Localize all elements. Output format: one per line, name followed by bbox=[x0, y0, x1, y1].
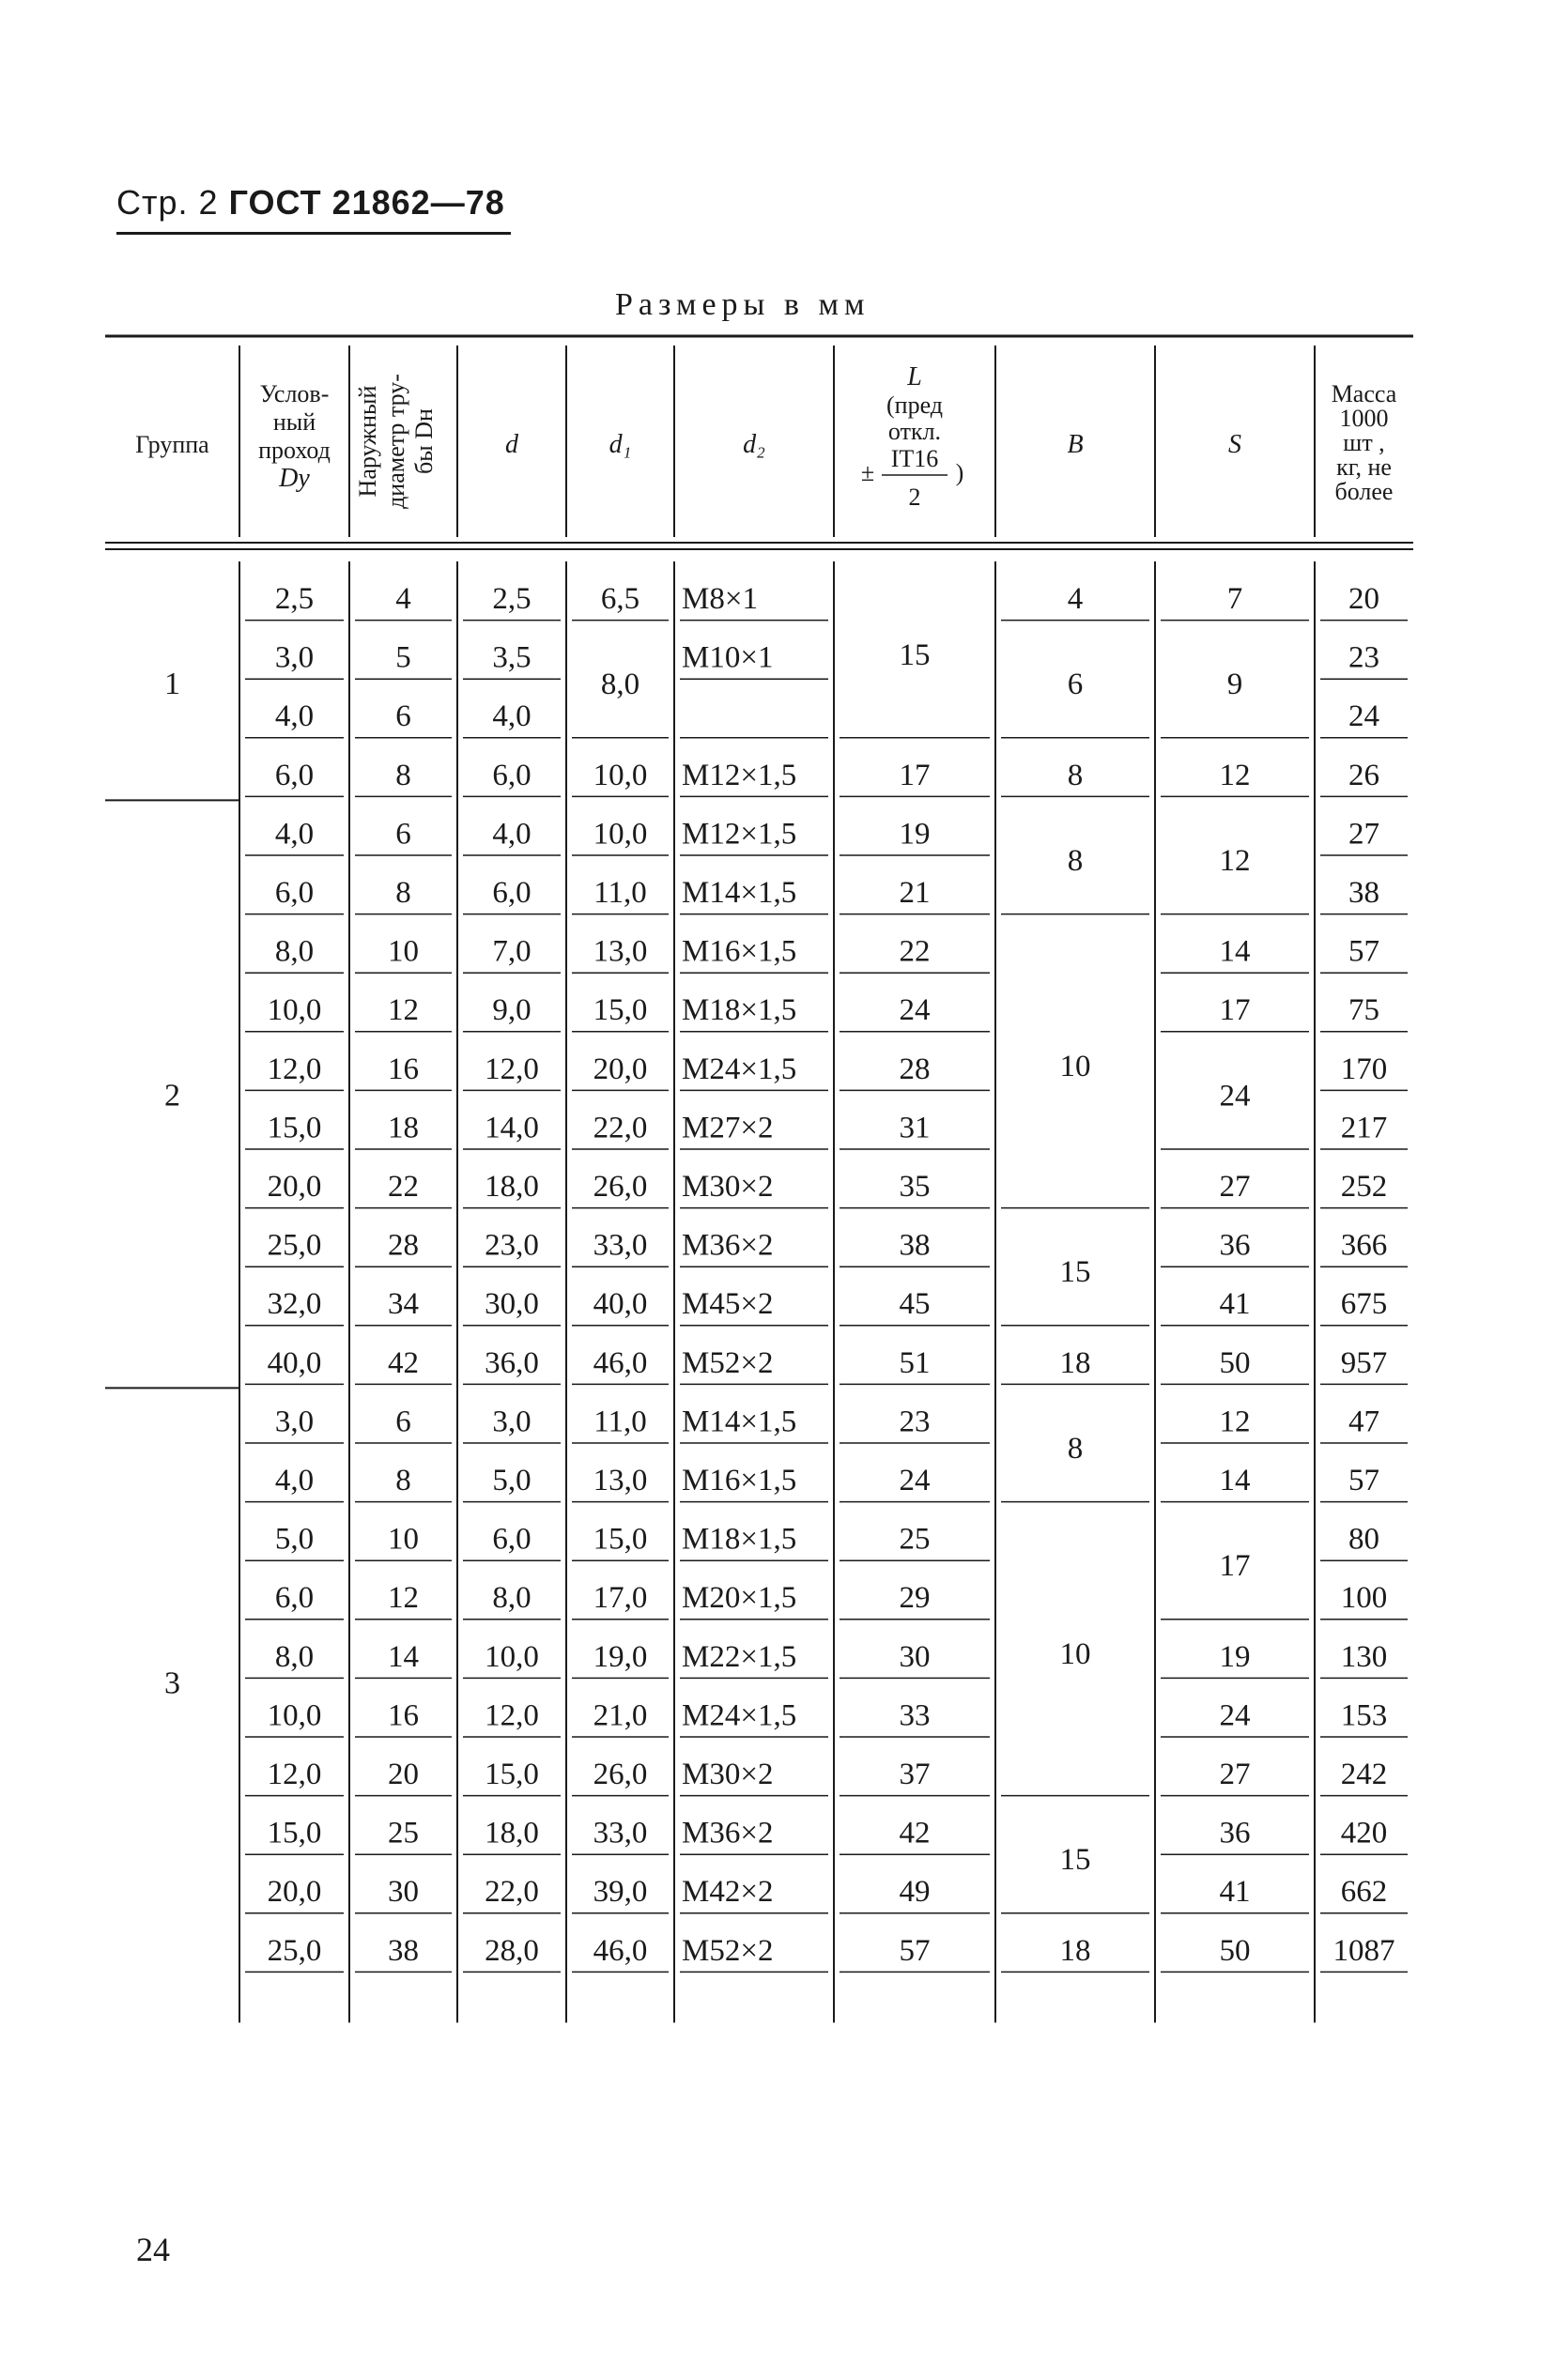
table-cell-mass: 75 bbox=[1348, 993, 1379, 1028]
table-cell-dy: 32,0 bbox=[267, 1287, 322, 1322]
table-cell-S: 50 bbox=[1219, 1933, 1251, 1968]
table-cell-d: 30,0 bbox=[485, 1287, 539, 1322]
table-cell-dn: 28 bbox=[388, 1228, 419, 1263]
table-cell-d1: 39,0 bbox=[593, 1875, 648, 1910]
table-cell-d: 3,0 bbox=[492, 1405, 532, 1439]
table-cell-d2: М52×2 bbox=[682, 1933, 774, 1968]
table-cell-S: 41 bbox=[1219, 1287, 1251, 1322]
table-cell-d1: 40,0 bbox=[593, 1287, 648, 1322]
table-cell-dy: 40,0 bbox=[267, 1345, 322, 1380]
column-header-group: Группа bbox=[135, 431, 209, 458]
table-cell-d2: М27×2 bbox=[682, 1111, 774, 1145]
table-cell-mass: 217 bbox=[1340, 1111, 1388, 1145]
column-header-dn-line: бы Dн bbox=[410, 408, 438, 474]
table-cell-d2: М45×2 bbox=[682, 1287, 774, 1322]
table-cell-mass: 130 bbox=[1340, 1639, 1388, 1674]
table-cell-L: 37 bbox=[899, 1758, 931, 1791]
column-header-mass-line: кг, не bbox=[1336, 453, 1392, 481]
table-cell-mass: 170 bbox=[1340, 1052, 1388, 1086]
table-cell-mass: 47 bbox=[1348, 1405, 1379, 1439]
table-cell-dn: 38 bbox=[388, 1933, 419, 1968]
table-cell-d2: М36×2 bbox=[682, 1228, 774, 1263]
table-cell-d: 3,5 bbox=[492, 640, 532, 675]
table-cell-mass: 23 bbox=[1348, 640, 1379, 675]
table-cell-dy: 8,0 bbox=[274, 1639, 315, 1674]
table-cell-d: 2,5 bbox=[492, 582, 532, 616]
table-cell-S: 12 bbox=[1219, 1405, 1251, 1439]
column-header-L-plusminus: ± bbox=[860, 459, 875, 486]
page-header-prefix: Стр. 2 bbox=[116, 183, 219, 222]
table-cell-d1: 17,0 bbox=[593, 1581, 648, 1616]
table-cell-d2: М42×2 bbox=[682, 1875, 774, 1910]
table-cell-mass: 957 bbox=[1340, 1345, 1388, 1380]
table-cell-dy: 4,0 bbox=[274, 699, 315, 734]
table-cell-B: 15 bbox=[1059, 1255, 1091, 1290]
table-cell-d: 14,0 bbox=[485, 1111, 539, 1145]
table-cell-dy: 12,0 bbox=[267, 1052, 322, 1086]
column-header-mass-line: 1000 bbox=[1339, 405, 1389, 432]
table-cell-L: 51 bbox=[899, 1345, 931, 1380]
table-cell-L: 24 bbox=[899, 993, 931, 1028]
table-cell-d2: М30×2 bbox=[682, 1170, 774, 1204]
table-cell-B: 4 bbox=[1067, 582, 1084, 616]
table-cell-L: 15 bbox=[899, 637, 931, 672]
table-cell-dy: 10,0 bbox=[267, 1698, 322, 1733]
table-cell-dn: 34 bbox=[388, 1287, 419, 1322]
table-cell-B: 10 bbox=[1059, 1050, 1091, 1084]
table-cell-dy: 3,0 bbox=[274, 640, 315, 675]
table-cell-dn: 18 bbox=[388, 1111, 419, 1145]
table-cell-d: 28,0 bbox=[485, 1933, 539, 1968]
table-cell-d: 15,0 bbox=[485, 1758, 539, 1791]
table-cell-S: 27 bbox=[1219, 1758, 1251, 1791]
table-cell-S: 12 bbox=[1219, 758, 1251, 792]
table-cell-mass: 366 bbox=[1340, 1228, 1388, 1263]
table-cell-d1: 10,0 bbox=[593, 758, 648, 792]
column-header-L-line: (пред bbox=[886, 392, 943, 419]
table-cell-S: 24 bbox=[1219, 1698, 1251, 1733]
table-cell-B: 18 bbox=[1059, 1345, 1091, 1380]
table-cell-d1: 11,0 bbox=[593, 876, 647, 910]
table-cell-d: 18,0 bbox=[485, 1170, 539, 1204]
table-cell-mass: 24 bbox=[1348, 699, 1379, 734]
table-cell-mass: 1087 bbox=[1333, 1933, 1395, 1968]
table-cell-mass: 26 bbox=[1348, 758, 1379, 792]
table-cell-S: 17 bbox=[1219, 993, 1251, 1028]
table-cell-dn: 30 bbox=[388, 1875, 419, 1910]
table-cell-d: 8,0 bbox=[492, 1581, 532, 1616]
table-cell-d2: М36×2 bbox=[682, 1816, 774, 1850]
table-cell-d2: М20×1,5 bbox=[682, 1581, 797, 1616]
table-cell-mass: 20 bbox=[1348, 582, 1379, 616]
table-cell-dy: 25,0 bbox=[267, 1933, 322, 1968]
table-cell-d2: М24×1,5 bbox=[682, 1698, 797, 1733]
table-cell-B: 8 bbox=[1067, 1432, 1084, 1466]
table-cell-dy: 5,0 bbox=[274, 1522, 315, 1557]
table-cell-dn: 4 bbox=[395, 582, 411, 616]
table-cell-dn: 12 bbox=[388, 993, 419, 1028]
table-cell-dy: 20,0 bbox=[267, 1875, 322, 1910]
table-cell-L: 38 bbox=[899, 1228, 931, 1263]
table-cell-dn: 8 bbox=[395, 1464, 411, 1497]
table-cell-d: 12,0 bbox=[485, 1052, 539, 1086]
column-header-d: d bbox=[505, 430, 518, 459]
column-header-d1: d₁ bbox=[609, 430, 632, 459]
column-header-dy-line: проход bbox=[258, 437, 331, 464]
table-cell-dy: 12,0 bbox=[267, 1758, 322, 1791]
table-cell-B: 8 bbox=[1067, 758, 1084, 792]
table-cell-L: 33 bbox=[899, 1698, 931, 1733]
table-cell-dy: 8,0 bbox=[274, 934, 315, 969]
table-cell-dn: 22 bbox=[388, 1170, 419, 1204]
table-cell-d1: 22,0 bbox=[593, 1111, 648, 1145]
table-cell-dn: 16 bbox=[388, 1698, 419, 1733]
table-cell-d: 10,0 bbox=[485, 1639, 539, 1674]
table-cell-S: 50 bbox=[1219, 1345, 1251, 1380]
table-cell-dy: 15,0 bbox=[267, 1816, 322, 1850]
table-cell-d: 23,0 bbox=[485, 1228, 539, 1263]
standard-title: ГОСТ 21862—78 bbox=[228, 183, 505, 222]
table-cell-d1: 19,0 bbox=[593, 1639, 648, 1674]
table-cell-d2: М10×1 bbox=[682, 640, 774, 675]
table-cell-d1: 15,0 bbox=[593, 1522, 648, 1557]
column-header-dy-line: ный bbox=[272, 408, 316, 436]
table-cell-dn: 6 bbox=[395, 817, 411, 852]
table-cell-d1: 33,0 bbox=[593, 1816, 648, 1850]
table-cell-d1: 33,0 bbox=[593, 1228, 648, 1263]
table-cell-S: 14 bbox=[1219, 934, 1251, 969]
table-cell-d1: 13,0 bbox=[593, 934, 648, 969]
table-cell-dn: 16 bbox=[388, 1052, 419, 1086]
table-cell-L: 42 bbox=[899, 1816, 931, 1850]
table-cell-dy: 2,5 bbox=[274, 582, 315, 616]
table-cell-S: 36 bbox=[1219, 1228, 1251, 1263]
table-cell-dn: 8 bbox=[395, 876, 411, 910]
table-cell-L: 35 bbox=[899, 1170, 931, 1204]
column-header-mass-line: Масса bbox=[1331, 380, 1397, 407]
table-cell-dn: 14 bbox=[388, 1639, 419, 1674]
column-header-dy-symbol: Dу bbox=[279, 464, 310, 493]
column-header-dn-line: Наружный bbox=[354, 385, 381, 498]
table-cell-d2: М18×1,5 bbox=[682, 993, 797, 1028]
column-header-L-symbol: L bbox=[907, 362, 922, 392]
table-cell-d: 7,0 bbox=[492, 934, 532, 969]
table-cell-dn: 10 bbox=[388, 934, 419, 969]
group-label: 2 bbox=[164, 1078, 180, 1113]
table-cell-dn: 42 bbox=[388, 1345, 419, 1380]
table-cell-mass: 57 bbox=[1348, 934, 1379, 969]
table-cell-mass: 153 bbox=[1340, 1698, 1388, 1733]
table-cell-dy: 20,0 bbox=[267, 1170, 322, 1204]
table-cell-mass: 38 bbox=[1348, 876, 1379, 910]
table-cell-S: 41 bbox=[1219, 1875, 1251, 1910]
table-cell-dn: 5 bbox=[395, 640, 411, 675]
table-cell-d2: М12×1,5 bbox=[682, 758, 797, 792]
table-cell-d1: 10,0 bbox=[593, 817, 648, 852]
column-header-mass-line: более bbox=[1334, 478, 1394, 505]
table-cell-d: 4,0 bbox=[492, 699, 532, 734]
table-cell-d2: М14×1,5 bbox=[682, 1405, 797, 1439]
table-cell-S: 24 bbox=[1219, 1079, 1251, 1113]
table-cell-S: 7 bbox=[1226, 582, 1243, 616]
column-header-L-denominator: 2 bbox=[908, 484, 921, 511]
table-cell-dy: 25,0 bbox=[267, 1228, 322, 1263]
table-cell-d2: М14×1,5 bbox=[682, 876, 797, 910]
table-cell-dn: 6 bbox=[395, 699, 411, 734]
table-cell-L: 29 bbox=[899, 1581, 931, 1616]
table-cell-mass: 252 bbox=[1340, 1170, 1388, 1204]
group-label: 1 bbox=[164, 667, 180, 702]
table-cell-d1: 21,0 bbox=[593, 1698, 648, 1733]
table-cell-d1: 46,0 bbox=[593, 1933, 648, 1968]
table-cell-d1: 26,0 bbox=[593, 1170, 648, 1204]
table-cell-S: 17 bbox=[1219, 1549, 1251, 1584]
column-header-S: S bbox=[1228, 430, 1241, 459]
column-header-L-paren: ) bbox=[955, 459, 964, 486]
table-cell-dy: 4,0 bbox=[274, 1464, 315, 1497]
table-cell-L: 21 bbox=[899, 876, 931, 910]
column-header-d2: d₂ bbox=[743, 430, 765, 459]
table-cell-d2: М16×1,5 bbox=[682, 1464, 797, 1497]
table-cell-dy: 6,0 bbox=[274, 876, 315, 910]
table-cell-L: 49 bbox=[899, 1875, 931, 1910]
table-cell-L: 19 bbox=[899, 817, 931, 852]
table-cell-d: 9,0 bbox=[492, 993, 532, 1028]
table-cell-dy: 4,0 bbox=[274, 817, 315, 852]
table-cell-d2: М16×1,5 bbox=[682, 934, 797, 969]
table-cell-mass: 420 bbox=[1340, 1816, 1388, 1850]
table-cell-dy: 15,0 bbox=[267, 1111, 322, 1145]
column-header-dy-line: Услов- bbox=[259, 380, 330, 407]
table-cell-dn: 20 bbox=[388, 1758, 419, 1791]
table-cell-d2: М12×1,5 bbox=[682, 817, 797, 852]
table-cell-d: 36,0 bbox=[485, 1345, 539, 1380]
column-header-L-numerator: IT16 bbox=[890, 445, 939, 472]
table-cell-d1: 11,0 bbox=[593, 1405, 647, 1439]
table-cell-d1: 13,0 bbox=[593, 1464, 648, 1497]
table-cell-L: 45 bbox=[899, 1287, 931, 1322]
table-cell-dy: 6,0 bbox=[274, 758, 315, 792]
units-caption: Размеры в мм bbox=[615, 287, 870, 322]
table-cell-dn: 6 bbox=[395, 1405, 411, 1439]
table-cell-d1: 46,0 bbox=[593, 1345, 648, 1380]
table-cell-mass: 662 bbox=[1340, 1875, 1388, 1910]
table-cell-d: 22,0 bbox=[485, 1875, 539, 1910]
table-cell-d1: 6,5 bbox=[600, 582, 640, 616]
table-cell-L: 24 bbox=[899, 1464, 931, 1497]
page-number: 24 bbox=[136, 2231, 170, 2268]
table-cell-mass: 100 bbox=[1340, 1581, 1388, 1616]
table-cell-d2: М18×1,5 bbox=[682, 1522, 797, 1557]
table-cell-dn: 8 bbox=[395, 758, 411, 792]
table-cell-mass: 242 bbox=[1340, 1758, 1388, 1791]
table-cell-dn: 12 bbox=[388, 1581, 419, 1616]
table-cell-L: 57 bbox=[899, 1933, 931, 1968]
column-header-dn-line: диаметр тру- bbox=[382, 374, 409, 509]
table-cell-L: 25 bbox=[899, 1522, 931, 1557]
table-cell-d2: М30×2 bbox=[682, 1758, 774, 1791]
table-cell-B: 10 bbox=[1059, 1637, 1091, 1672]
column-header-B: B bbox=[1067, 430, 1084, 459]
table-cell-B: 6 bbox=[1067, 668, 1084, 702]
table-cell-d: 6,0 bbox=[492, 1522, 532, 1557]
table-cell-S: 9 bbox=[1226, 668, 1243, 702]
table-cell-dn: 10 bbox=[388, 1522, 419, 1557]
table-cell-B: 8 bbox=[1067, 844, 1084, 878]
table-cell-d1: 8,0 bbox=[600, 668, 640, 702]
table-cell-d: 6,0 bbox=[492, 876, 532, 910]
table-cell-L: 17 bbox=[899, 758, 931, 792]
table-cell-mass: 675 bbox=[1340, 1287, 1388, 1322]
table-cell-S: 36 bbox=[1219, 1816, 1251, 1850]
table-cell-L: 31 bbox=[899, 1111, 931, 1145]
column-header-mass-line: шт , bbox=[1343, 429, 1385, 456]
table-cell-B: 15 bbox=[1059, 1843, 1091, 1878]
column-header-L-line: откл. bbox=[887, 418, 942, 445]
table-cell-d: 5,0 bbox=[492, 1464, 532, 1497]
table-cell-d1: 15,0 bbox=[593, 993, 648, 1028]
table-cell-L: 23 bbox=[899, 1405, 931, 1439]
table-cell-L: 30 bbox=[899, 1639, 931, 1674]
table-cell-d: 18,0 bbox=[485, 1816, 539, 1850]
table-cell-d2: М8×1 bbox=[682, 582, 758, 616]
table-cell-dy: 6,0 bbox=[274, 1581, 315, 1616]
table-cell-d2: М22×1,5 bbox=[682, 1639, 797, 1674]
table-cell-dn: 25 bbox=[388, 1816, 419, 1850]
table-cell-L: 28 bbox=[899, 1052, 931, 1086]
table-cell-S: 27 bbox=[1219, 1170, 1251, 1204]
table-cell-S: 14 bbox=[1219, 1464, 1251, 1497]
table-cell-S: 12 bbox=[1219, 844, 1251, 878]
table-cell-d: 12,0 bbox=[485, 1698, 539, 1733]
table-cell-mass: 27 bbox=[1348, 817, 1379, 852]
table-cell-d2: М52×2 bbox=[682, 1345, 774, 1380]
table-cell-dy: 10,0 bbox=[267, 993, 322, 1028]
table-cell-d1: 20,0 bbox=[593, 1052, 648, 1086]
table-cell-S: 19 bbox=[1219, 1639, 1251, 1674]
table-cell-d: 4,0 bbox=[492, 817, 532, 852]
table-cell-d: 6,0 bbox=[492, 758, 532, 792]
table-cell-dy: 3,0 bbox=[274, 1405, 315, 1439]
table-cell-mass: 80 bbox=[1348, 1522, 1379, 1557]
table-cell-mass: 57 bbox=[1348, 1464, 1379, 1497]
table-cell-L: 22 bbox=[899, 934, 931, 969]
group-label: 3 bbox=[164, 1666, 180, 1701]
table-cell-d1: 26,0 bbox=[593, 1758, 648, 1791]
table-cell-d2: М24×1,5 bbox=[682, 1052, 797, 1086]
table-cell-B: 18 bbox=[1059, 1933, 1091, 1968]
